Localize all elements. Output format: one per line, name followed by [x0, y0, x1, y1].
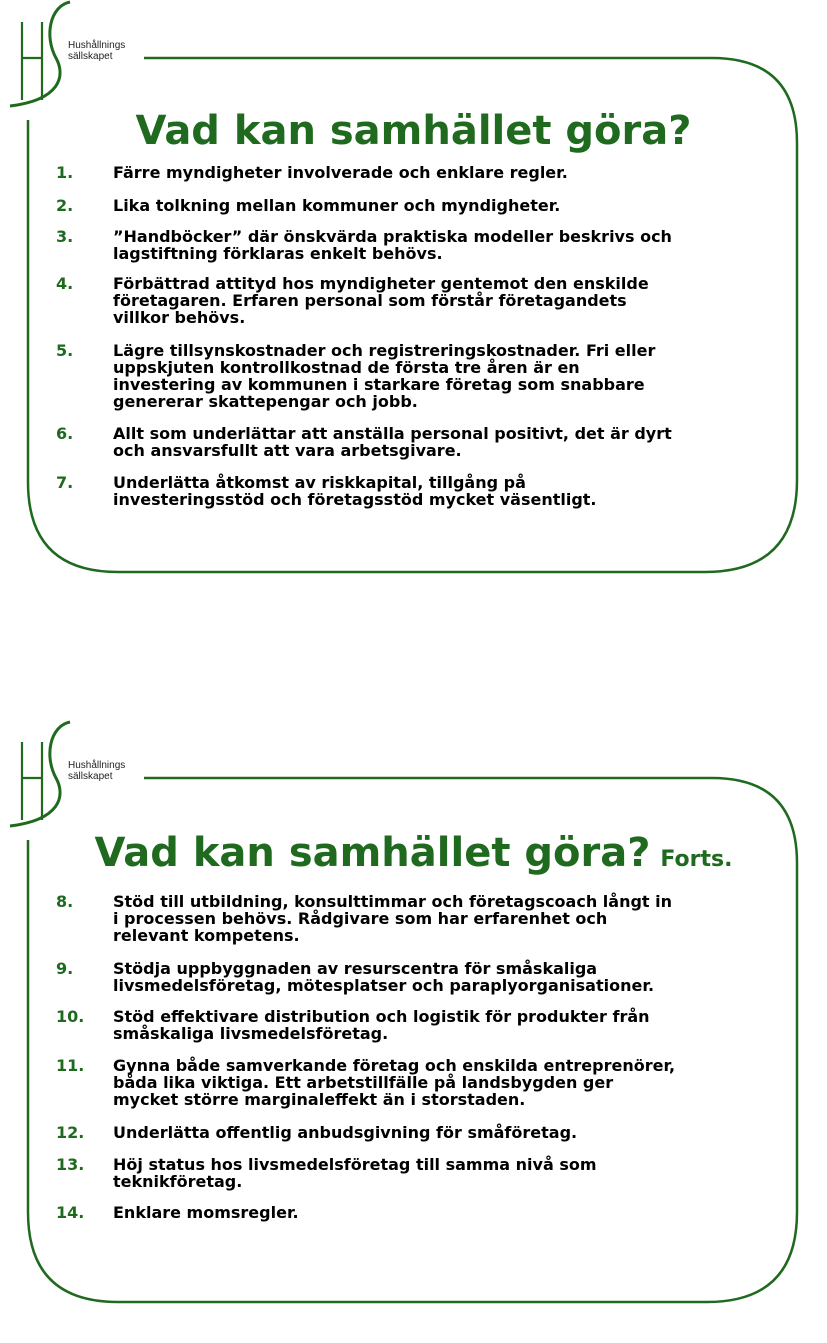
item-text: Gynna både samverkande företag och enskilda entreprenörer, båda lika viktiga. Ett arbetstillfälle på landsbygden ger mycket större marginaleffekt än i storstaden. [113, 1056, 676, 1109]
item-number: 12. [56, 1123, 85, 1142]
hs-logo-icon [10, 722, 70, 826]
hs-logo-icon [10, 2, 70, 106]
item-text: Allt som underlättar att anställa personal positivt, det är dyrt och ansvarsfullt att vara arbetsgivare. [113, 424, 672, 460]
item-text: Stödja uppbyggnaden av resurscentra för småskaliga livsmedelsföretag, mötesplatser och paraplyorganisationer. [113, 959, 655, 995]
item-text: Underlätta offentlig anbudsgivning för småföretag. [113, 1123, 578, 1142]
item-text: Lägre tillsynskostnader och registreringskostnader. Fri eller uppskjuten kontrollkostnad de första tre åren är en investering av kommunen i starkare företag som snabbare genererar skattepengar och jobb. [113, 341, 656, 411]
item-number: 11. [56, 1056, 85, 1075]
item-number: 14. [56, 1203, 85, 1222]
slide-title [0, 830, 827, 883]
item-text: Lika tolkning mellan kommuner och myndigheter. [113, 196, 561, 215]
brand-line1: Hushållnings [68, 760, 126, 771]
brand-name [68, 760, 125, 782]
item-text: Stöd effektivare distribution och logistik för produkter från småskaliga livsmedelsföretag. [113, 1007, 650, 1043]
item-number: 9. [56, 959, 74, 978]
item-text: Enklare momsregler. [113, 1203, 299, 1222]
item-number: 7. [56, 473, 74, 492]
brand-line2: sällskapet [68, 51, 113, 62]
item-text: Stöd till utbildning, konsulttimmar och företagscoach långt in i processen behövs. Rådgivare som har erfarenhet och relevant kompetens. [113, 892, 673, 945]
item-number: 8. [56, 892, 74, 911]
brand-line1: Hushållnings [68, 40, 126, 51]
slide-title [0, 108, 827, 154]
item-text: Förbättrad attityd hos myndigheter gentemot den enskilde företagaren. Erfaren personal som förstår företagandets villkor behövs. [113, 274, 649, 327]
item-text: Färre myndigheter involverade och enklare regler. [113, 163, 568, 182]
item-text: Höj status hos livsmedelsföretag till samma nivå som teknikföretag. [113, 1155, 597, 1191]
item-number: 6. [56, 424, 74, 443]
item-number: 2. [56, 196, 74, 215]
brand-line2: sällskapet [68, 771, 113, 782]
brand-name [68, 40, 125, 62]
slide-2 [0, 720, 827, 1310]
item-text: ”Handböcker” där önskvärda praktiska modeller beskrivs och lagstiftning förklaras enkelt behövs. [113, 227, 672, 263]
item-number: 1. [56, 163, 74, 182]
item-number: 3. [56, 227, 74, 246]
item-text: Underlätta åtkomst av riskkapital, tillgång på investeringsstöd och företagsstöd mycket väsentligt. [113, 473, 597, 509]
item-number: 13. [56, 1155, 85, 1174]
item-number: 4. [56, 274, 74, 293]
item-number: 10. [56, 1007, 85, 1026]
slide-1 [0, 0, 827, 580]
slide-title-suffix: Forts. [660, 847, 733, 872]
slide-title-text: Vad kan samhället göra? [135, 108, 692, 154]
item-number: 5. [56, 341, 74, 360]
slide-title-text: Vad kan samhället göra? [94, 830, 651, 876]
